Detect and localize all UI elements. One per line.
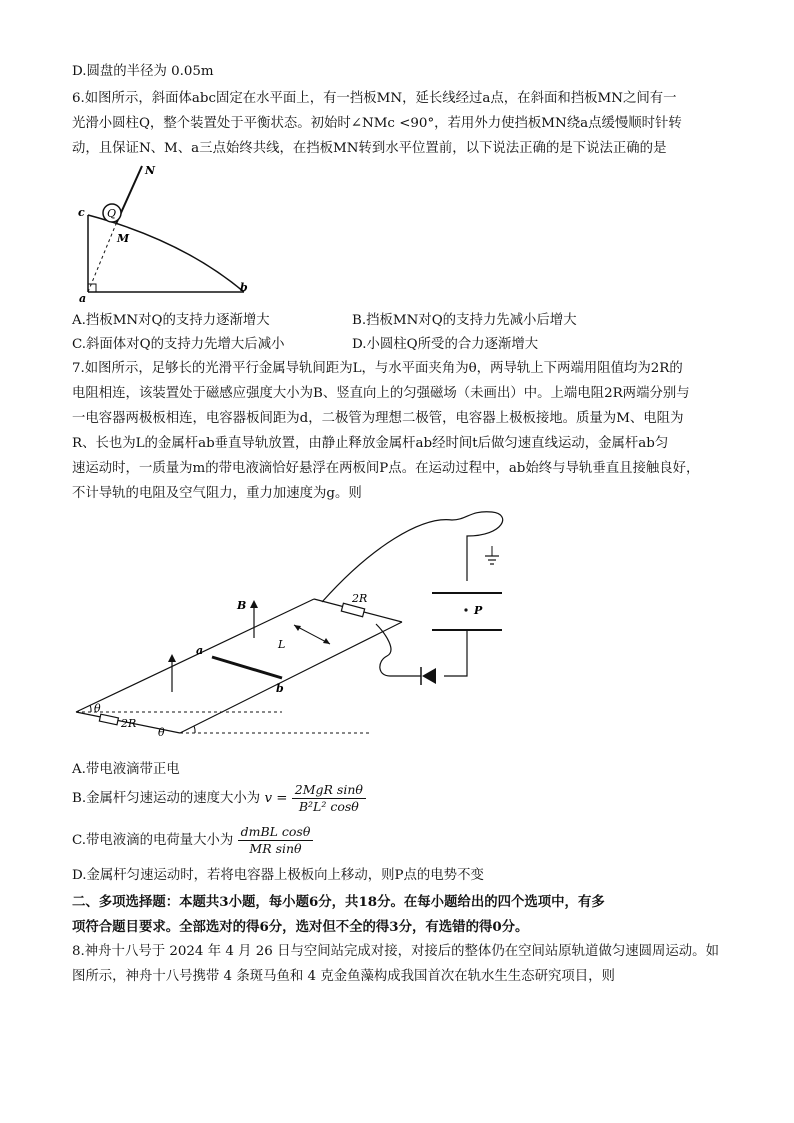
label-rod-a: a (196, 644, 204, 657)
q7-stem-line5: 速运动时，一质量为m的带电液滴恰好悬浮在两板间P点。在运动过程中，ab始终与导轨垂直且接触良好， (72, 461, 700, 476)
label-r-bottom: 2R (121, 717, 137, 730)
q7-stem-line6: 不计导轨的电阻及空气阻力，重力加速度为g。则 (72, 486, 362, 501)
field-arrow-1-head (250, 600, 258, 608)
q7-option-d: D.金属杆匀速运动时，若将电容器上极板向上移动，则P点的电势不变 (72, 868, 484, 883)
label-l: L (278, 638, 286, 651)
q7-option-b-fraction (292, 782, 366, 815)
rail-front (180, 622, 402, 733)
q7-option-b-lhs: v = (264, 791, 288, 806)
q6-stem-line3: 动，且保证N、M、a三点始终共线，在挡板MN转到水平位置前，以下说法正确的是下说法正确的是 (72, 141, 667, 156)
wire-diode-to-rail (376, 624, 421, 676)
board-extension-dashed (88, 224, 116, 292)
point-p (464, 608, 467, 611)
rod-ab (212, 657, 282, 678)
label-rod-b: b (276, 682, 284, 695)
q6-figure (72, 160, 262, 305)
q7-option-b (72, 782, 366, 815)
q7-stem-line4: R、长也为L的金属杆ab垂直导轨放置，由静止释放金属杆ab经时间t后做匀速直线运动，金属杆ab匀 (72, 436, 669, 451)
label-m: M (117, 232, 130, 245)
q8-stem-line1: 8.神舟十八号于 2024 年 4 月 26 日与空间站完成对接，对接后的整体仍在空间站原轨道做匀速圆周运动。如 (72, 944, 719, 959)
q7-option-c-denominator: MR sinθ (249, 841, 302, 856)
wire-to-upper-plate (322, 512, 503, 602)
q6-stem-line2: 光滑小圆柱Q，整个装置处于平衡状态。初始时∠NMc <90°，若用外力使挡板MN绕a点缓慢顺时针转 (72, 116, 682, 131)
q6-option-c: C.斜面体对Q的支持力先增大后减小 (72, 337, 285, 352)
q7-option-c-numerator: dmBL cosθ (238, 824, 314, 841)
q7-stem-line2: 电阻相连，该装置处于磁感应强度大小为B、竖直向上的匀强磁场（未画出）中。上端电阻2R两端分别与 (72, 386, 690, 401)
section2-line1: 二、多项选择题：本题共3小题，每小题6分，共18分。在每小题给出的四个选项中，有多 (72, 894, 605, 910)
right-angle-mark (88, 284, 96, 292)
label-theta-2: θ (158, 726, 165, 739)
label-b-field: B (237, 599, 247, 612)
q7-option-b-numerator: 2MgR sinθ (292, 782, 366, 799)
angle-arc-1 (90, 705, 91, 712)
incline-surface-cb (88, 215, 244, 292)
q7-stem-line3: 一电容器两极板相连，电容器板间距为d，二极管为理想二极管，电容器上极板接地。质量为M、电阻为 (72, 411, 684, 426)
label-c: c (78, 206, 85, 219)
field-arrow-2-head (168, 654, 176, 662)
q7-option-b-prefix: B.金属杆匀速运动的速度大小为 (72, 791, 261, 806)
label-a: a (79, 292, 87, 305)
label-b: b (240, 281, 248, 294)
q6-stem-line1: 6.如图所示，斜面体abc固定在水平面上，有一挡板MN，延长线经过a点，在斜面和挡板MN之间有一 (72, 91, 677, 106)
q7-option-a: A.带电液滴带正电 (72, 762, 180, 777)
label-r-top: 2R (352, 592, 368, 605)
q5-option-d: D.圆盘的半径为 0.05m (72, 64, 214, 79)
q7-option-c (72, 824, 313, 857)
q7-stem-line1: 7.如图所示，足够长的光滑平行金属导轨间距为L，与水平面夹角为θ，两导轨上下两端用阻值均为2R的 (72, 361, 683, 376)
label-q: Q (107, 207, 117, 220)
resistor-bottom (99, 714, 118, 725)
q6-option-a: A.挡板MN对Q的支持力逐渐增大 (72, 313, 270, 328)
label-p: P (474, 604, 483, 617)
q7-figure (72, 506, 522, 756)
label-n: N (145, 164, 156, 177)
label-theta-1: θ (94, 702, 101, 715)
rail-back (76, 599, 314, 712)
q6-option-d: D.小圆柱Q所受的合力逐渐增大 (352, 337, 539, 352)
wire-lower-plate-diode (444, 630, 467, 676)
angle-arc-2 (194, 726, 195, 733)
q7-option-c-prefix: C.带电液滴的电荷量大小为 (72, 833, 234, 848)
q7-option-b-denominator: B²L² cosθ (298, 799, 359, 814)
resistor-top (341, 603, 364, 616)
diode (422, 668, 436, 684)
q7-option-c-fraction (238, 824, 314, 857)
q6-option-b: B.挡板MN对Q的支持力先减小后增大 (352, 313, 577, 328)
section2-line2: 项符合题目要求。全部选对的得6分，选对但不全的得3分，有选错的得0分。 (72, 919, 529, 935)
q8-stem-line2: 图所示，神舟十八号携带 4 条斑马鱼和 4 克金鱼藻构成我国首次在轨水生生态研究项目，则 (72, 969, 615, 984)
